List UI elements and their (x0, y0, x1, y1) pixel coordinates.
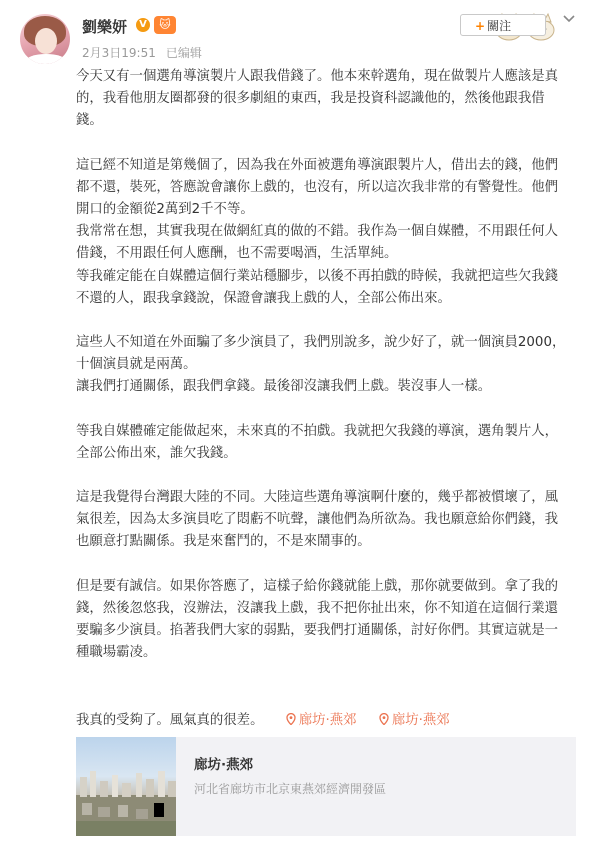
paragraph: 今天又有一個選角導演製片人跟我借錢了。他本來幹選角，現在做製片人應該是真的，我看他朋友圈都發的很多劇組的東西，我是投資科認識他的，然後他跟我借錢。 (76, 69, 559, 129)
avatar[interactable] (20, 14, 70, 64)
location-card-title: 廊坊·燕郊 (194, 757, 254, 773)
location-tag[interactable]: 廊坊·燕郊 (379, 713, 450, 728)
verified-icon: V (136, 18, 150, 32)
location-tag[interactable]: 廊坊·燕郊 (286, 713, 357, 728)
paragraph: 等我自媒體確定能做起來，未來真的不拍戲。我就把欠我錢的導演，選角製片人，全部公佈出來，誰欠我錢。 (76, 423, 559, 461)
paragraph: 讓我們打通關係，跟我們拿錢。最後卻沒讓我們上戲。裝沒事人一樣。 (76, 379, 492, 395)
paragraph: 等我確定能在自媒體這個行業站穩腳步，以後不再拍戲的時候，我就把這些欠我錢不還的人，跟我拿錢說，保證會讓我上戲的人，全部公佈出來。 (76, 268, 559, 306)
post-time[interactable]: 2月3日19:51 (82, 46, 156, 60)
post-meta (82, 44, 202, 61)
location-card-address: 河北省廊坊市北京東燕郊經濟開發區 (194, 782, 387, 796)
post-content (76, 66, 571, 664)
paragraph: 這是我覺得台灣跟大陸的不同。大陸這些選角導演啊什麼的，幾乎都被慣壞了，風氣很差，因為太多演員吃了悶虧不吭聲，讓他們為所欲為。我也願意給你們錢，我也願意打點關係。我是來奮鬥的，不是來鬧事的。 (76, 490, 559, 550)
paragraph: 這些人不知道在外面騙了多少演員了，我們別說多，說少好了，就一個演員2000，十個演員就是兩萬。 (76, 335, 566, 373)
plus-icon: + (475, 19, 486, 33)
username[interactable]: 劉樂妍 (82, 18, 128, 36)
location-pin-icon (379, 713, 389, 725)
location-card[interactable] (76, 737, 576, 836)
chevron-down-icon[interactable] (562, 12, 576, 26)
closing-text: 我真的受夠了。風氣真的很差。 (76, 713, 264, 728)
level-badge-icon[interactable]: 🐱 (154, 16, 176, 34)
follow-button[interactable]: + 關注 (460, 14, 546, 36)
paragraph: 這已經不知道是第幾個了，因為我在外面被選角導演跟製片人，借出去的錢，他們都不還，裝死，答應說會讓你上戲的，也沒有，所以這次我非常的有警覺性。他們開口的金額從2萬到2千不等。 (76, 157, 559, 218)
location-pin-icon (286, 713, 296, 725)
paragraph: 我常常在想，其實我現在做網紅真的做的不錯。我作為一個自媒體，不用跟任何人借錢，不用跟任何人應酬，也不需要喝酒，生活單純。 (76, 224, 559, 262)
location-thumbnail (76, 737, 176, 836)
edited-label[interactable]: 已编辑 (165, 46, 202, 60)
post-closing-line (76, 709, 450, 728)
paragraph: 但是要有誠信。如果你答應了，這樣子給你錢就能上戲，那你就要做到。拿了我的錢，然後忽悠我，沒辦法，沒讓我上戲，我不把你扯出來，你不知道在這個行業還要騙多少演員。掐著我們大家的弱點，要我們打通關係，討好你們。其實這就是一種職場霸凌。 (76, 578, 559, 661)
